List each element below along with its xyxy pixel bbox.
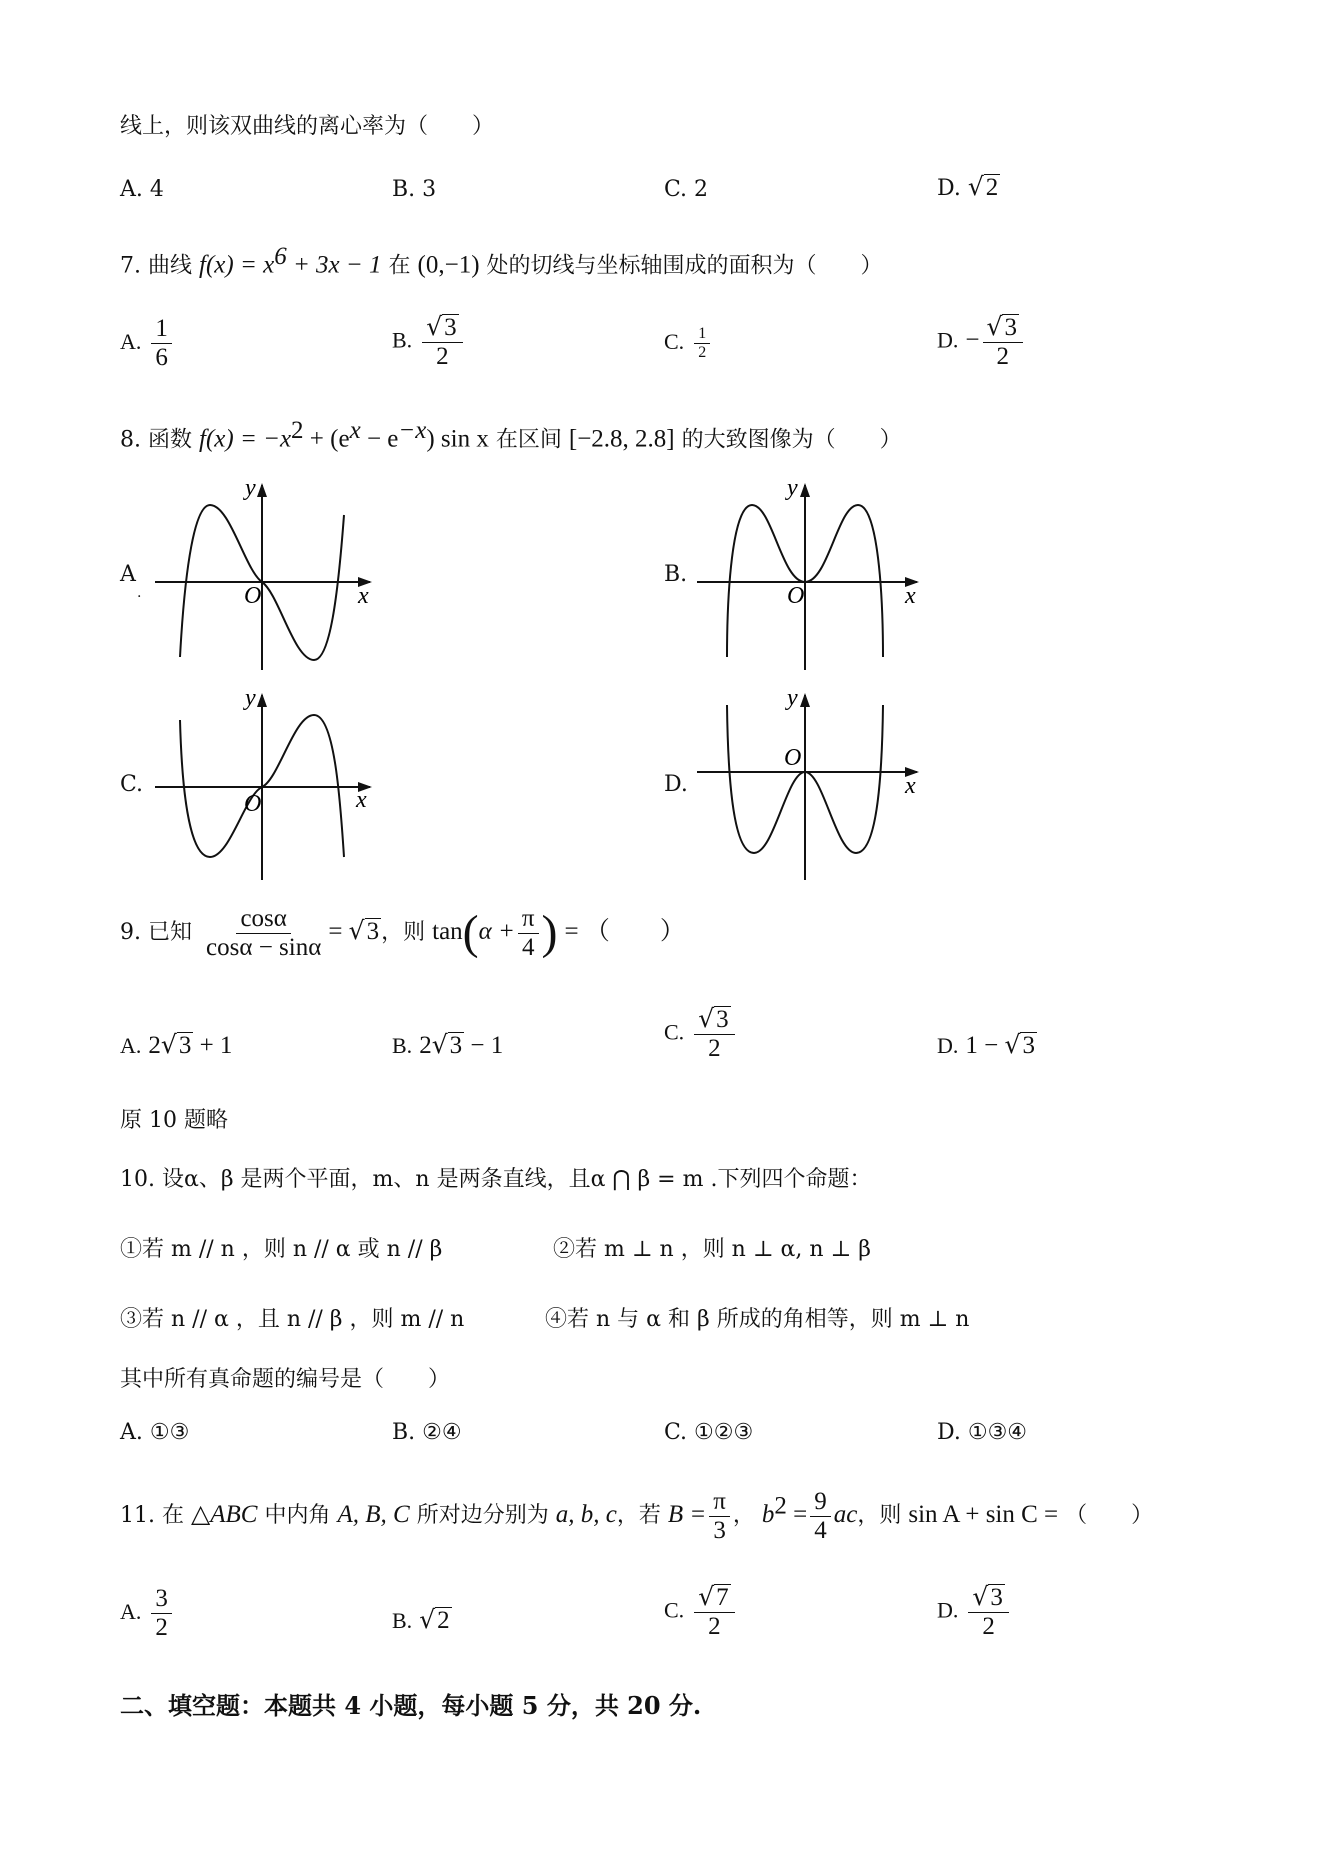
q10-option-d[interactable]: D. ①③④ [937, 1420, 1028, 1445]
q8-option-a-dot: . [137, 585, 142, 601]
pi-over-3 [709, 1488, 730, 1544]
q7-option-d[interactable] [937, 313, 1026, 370]
q8-interval: [−2.8, 2.8] [568, 425, 675, 453]
tail: + 1 [193, 1032, 233, 1059]
q11-text-5: ， [732, 1503, 755, 1528]
denominator: 2 [155, 1613, 168, 1641]
option-label: C. [664, 1597, 685, 1623]
numerator: π [518, 905, 539, 934]
question-number: 7. [120, 253, 141, 279]
q9-text-3: = （ ） [564, 918, 685, 945]
q6-option-b[interactable]: B. 3 [392, 177, 437, 202]
denominator: cosα − sinα [206, 933, 322, 961]
numerator: 9 [810, 1488, 831, 1517]
pi-over-4 [518, 905, 539, 961]
sqrt-radicand: 3 [716, 1006, 729, 1033]
q8-text-1: 函数 [148, 427, 193, 453]
q11-text-2: 中内角 [264, 1503, 331, 1528]
q8-option-a-label[interactable]: A [120, 562, 136, 587]
denominator: 2 [708, 1612, 721, 1640]
equals: = [786, 1501, 808, 1528]
denominator: 2 [708, 1034, 721, 1062]
q11-text-1: 在 [162, 1503, 185, 1528]
option-label: C. [664, 1019, 685, 1045]
q8-expr-2: + (e [303, 425, 350, 453]
q10-proposition-1: ①若 m // n ，则 n // α 或 n // β [120, 1237, 443, 1262]
y-axis-arrow [800, 693, 810, 707]
fraction: $\frac{√3}{2}$ [983, 313, 1023, 370]
fraction: $\frac{√3}{2}$ [422, 313, 462, 370]
option-label: A. [120, 329, 142, 354]
q9-option-b[interactable]: B. 2√3 − 1 [392, 1030, 504, 1059]
q7-option-a[interactable] [120, 315, 175, 371]
x-label: x [356, 787, 367, 813]
q9-option-a[interactable]: A. 2√3 + 1 [120, 1030, 233, 1059]
q10-question: 其中所有真命题的编号是（ ） [120, 1367, 451, 1392]
section-2-heading: 二、填空题：本题共 4 小题，每小题 5 分，共 20 分. [120, 1691, 702, 1720]
fraction: $\frac{√3}{2}$ [694, 1005, 734, 1062]
tail: − 1 [464, 1032, 504, 1059]
coef: 2 [148, 1032, 161, 1059]
q10-option-b[interactable]: B. ②④ [392, 1420, 462, 1445]
q9-fraction [202, 905, 325, 961]
option-label: D. [937, 1597, 959, 1623]
option-label: A. [120, 1599, 142, 1624]
q9-option-d[interactable]: D. 1 − √3 [937, 1030, 1035, 1059]
q11-B-equals: B = [667, 1501, 707, 1528]
q7-text-1: 曲线 [148, 253, 193, 279]
q10-option-a[interactable]: A. ①③ [120, 1420, 190, 1445]
q11-option-d[interactable] [937, 1583, 1012, 1640]
q10-stem: 10. 设α、β 是两个平面，m、n 是两条直线，且α ⋂ β = m .下列四个命题： [120, 1167, 872, 1192]
fraction: $\frac{√7}{2}$ [694, 1583, 734, 1640]
question-number: 9. [120, 920, 141, 945]
q9-stem: 9. 已知 $\frac{\cos\alpha}{\cos\alpha - \sin\alpha}$ = √3，则 tan(α + $\frac{\pi}{4}$ ) = （ ） [120, 905, 685, 961]
q10-proposition-2: ②若 m ⊥ n ，则 n ⊥ α, n ⊥ β [553, 1237, 871, 1262]
q8-option-b-label[interactable]: B. [664, 562, 688, 587]
q7-function-rest: + 3x − 1 [286, 251, 382, 279]
q9-option-c[interactable] [664, 1005, 738, 1062]
sqrt-radicand: 2 [985, 174, 999, 201]
q8-graph-d[interactable] [692, 685, 952, 885]
question-number: 11. [120, 1503, 155, 1528]
q11-text-6: ，则 [857, 1503, 902, 1528]
q9-text-2: ，则 [381, 920, 426, 945]
sqrt-radicand: 3 [449, 1032, 463, 1059]
origin-label: O [244, 583, 262, 609]
coef: 2 [419, 1032, 432, 1059]
q6-option-a[interactable]: A. 4 [120, 177, 164, 202]
fraction [151, 1585, 172, 1641]
q6-option-d[interactable]: D. √2 [937, 172, 999, 201]
q8-text-3: 的大致图像为（ ） [681, 427, 902, 453]
coef: 1 − [965, 1032, 1005, 1059]
x-label: x [905, 773, 916, 799]
denominator: 2 [436, 342, 449, 370]
tan: tan [432, 918, 463, 945]
equals: = [328, 918, 349, 945]
sqrt-radicand: 3 [366, 918, 380, 945]
q8-exp-negx: −x [398, 417, 427, 444]
y-label: y [787, 475, 798, 501]
nine-fourths [810, 1488, 831, 1544]
q11-stem [120, 1488, 1153, 1544]
option-label: B. [392, 1033, 413, 1058]
q7-exponent: 6 [274, 243, 287, 270]
sqrt-radicand: 7 [716, 1584, 729, 1611]
origin-label: O [784, 745, 802, 771]
minus-sign: − [965, 326, 980, 354]
option-label: B. [392, 1608, 413, 1633]
q8-text-2: 在区间 [495, 427, 562, 453]
q8-expr-4: ) sin x [426, 425, 489, 453]
option-label: C. [664, 329, 685, 355]
q10-proposition-4: ④若 n 与 α 和 β 所成的角相等，则 m ⊥ n [545, 1307, 970, 1332]
denominator: 4 [814, 1516, 827, 1544]
q8-exp-x: x [349, 417, 361, 444]
option-label: D. [937, 176, 961, 201]
numerator: 1 [694, 325, 710, 344]
q11-option-a[interactable] [120, 1585, 175, 1641]
y-label: y [245, 685, 256, 711]
fraction [151, 315, 172, 371]
omitted-question-note: 原 10 题略 [120, 1108, 228, 1133]
q7-text-3: 处的切线与坐标轴围成的面积为（ ） [486, 253, 883, 279]
q8-option-c-label[interactable]: C. [120, 772, 144, 797]
q7-point: (0,−1) [417, 251, 480, 279]
q11-sides: a, b, c [555, 1501, 617, 1528]
denominator: 4 [521, 933, 535, 961]
fraction [694, 325, 710, 361]
denominator: 2 [996, 342, 1009, 370]
q7-option-b[interactable] [392, 313, 466, 370]
q8-graph-c[interactable] [150, 685, 410, 885]
q6-stem-tail: 线上，则该双曲线的离心率为（ ） [120, 114, 495, 139]
q7-function: f(x) = x [199, 251, 275, 279]
sqrt-radicand: 2 [437, 1607, 450, 1634]
y-axis-arrow [257, 483, 267, 497]
q8-expr-1: f(x) = −x [199, 425, 292, 453]
option-label: D. [937, 1033, 959, 1058]
numerator: 1 [151, 315, 172, 344]
q11-sum: sin A + sin C = [908, 1501, 1059, 1528]
q7-stem [120, 242, 883, 281]
y-label: y [787, 685, 798, 711]
q11-square: 2 [774, 1492, 787, 1520]
q11-option-b[interactable]: B. √2 [392, 1605, 450, 1634]
y-label: y [245, 475, 256, 501]
q8-graph-a[interactable] [150, 475, 410, 675]
q10-option-c[interactable]: C. ①②③ [664, 1420, 754, 1445]
q8-expr-3: − e [360, 425, 399, 453]
sqrt-radicand: 3 [1022, 1032, 1035, 1059]
y-axis-arrow [257, 693, 267, 707]
denominator: 6 [155, 343, 168, 371]
q11-ac: ac [833, 1501, 858, 1528]
q10-proposition-3: ③若 n // α ，且 n // β ，则 m // n [120, 1307, 465, 1332]
sqrt-radicand: 3 [1004, 314, 1017, 341]
q11-text-7: （ ） [1065, 1503, 1154, 1528]
y-axis-arrow [800, 483, 810, 497]
origin-label: O [244, 791, 262, 817]
numerator: 3 [151, 1585, 172, 1614]
x-label: x [358, 583, 369, 609]
q8-stem [120, 416, 902, 455]
option-label: D. [937, 327, 959, 353]
q7-option-c[interactable] [664, 325, 713, 361]
q8-graph-b[interactable] [692, 475, 952, 675]
numerator: π [709, 1488, 730, 1517]
origin-label: O [787, 583, 805, 609]
denominator: 2 [698, 343, 707, 361]
q11-text-4: ，若 [616, 1503, 661, 1528]
q7-text-2: 在 [388, 253, 411, 279]
q11-text-3: 所对边分别为 [416, 1503, 549, 1528]
sqrt-radicand: 3 [990, 1584, 1003, 1611]
numerator: cosα [236, 905, 290, 934]
question-number: 8. [120, 427, 141, 453]
q11-triangle: △ABC [191, 1501, 258, 1528]
q8-option-d-label[interactable]: D. [664, 772, 688, 797]
option-label: A. [120, 1033, 142, 1058]
denominator: 2 [982, 1612, 995, 1640]
x-label: x [905, 583, 916, 609]
alpha-plus: α + [478, 918, 515, 945]
q11-b: b [761, 1501, 775, 1528]
sqrt-radicand: 3 [178, 1032, 192, 1059]
fraction: $\frac{√3}{2}$ [968, 1583, 1008, 1640]
sqrt-radicand: 3 [444, 314, 457, 341]
q11-angles: A, B, C [337, 1501, 410, 1528]
q6-option-c[interactable]: C. 2 [664, 177, 709, 202]
denominator: 3 [713, 1516, 726, 1544]
option-label: B. [392, 327, 413, 353]
q11-option-c[interactable] [664, 1583, 738, 1640]
q8-exp-2: 2 [291, 417, 304, 444]
q9-text-1: 已知 [148, 920, 193, 945]
